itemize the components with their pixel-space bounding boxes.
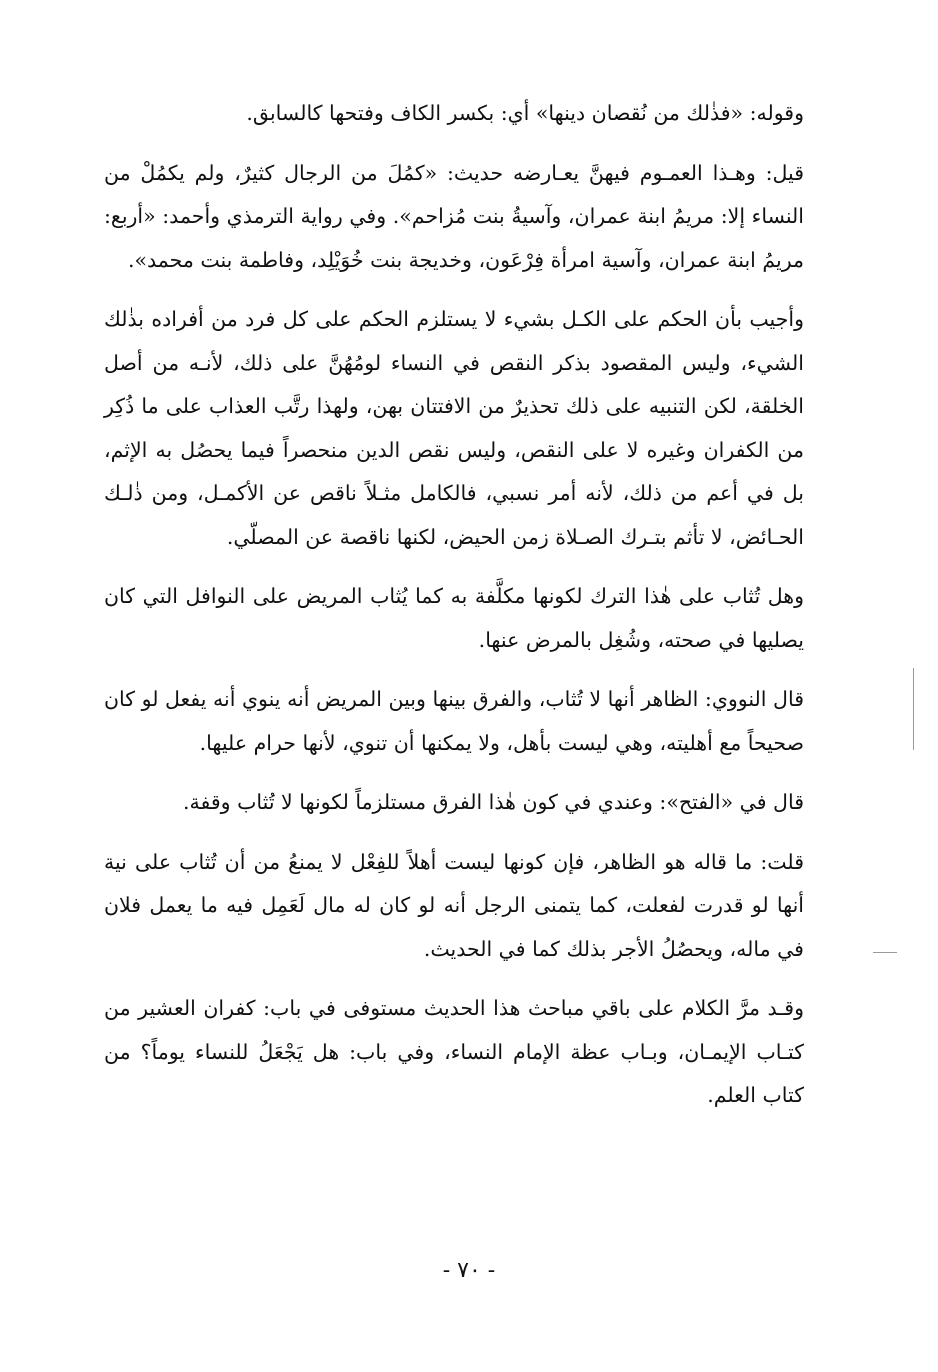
scan-mark-horizontal — [873, 952, 897, 953]
paragraph-8: وقـد مرَّ الكلام على باقي مباحث هذا الحديث مستوفى في باب: كفران العشير من كتـاب الإيمـان، وبـاب عظة الإمام النساء، وفي باب: هل يَجْعَلُ للنساء يوماً؟ من كتاب العلم. — [104, 996, 804, 1107]
paragraph-4: وهل تُثاب على هٰذا الترك لكونها مكلَّفة به كما يُثاب المريض على النوافل التي كان يصليها في صحته، وشُغِل بالمرض عنها. — [104, 584, 804, 652]
paragraph-2: قيل: وهـذا العمـوم فيهنَّ يعـارضه حديث: «كمُلَ من الرجال كثيرٌ، ولم يكمُلْ من النساء إلا: مريمُ ابنة عمران، وآسيةُ بنت مُزاحم». وفي رواية الترمذي وأحمد: «أربع: مريمُ ابنة عمران، وآسية امرأة فِرْعَون، وخديجة بنت خُوَيْلِد، وفاطمة بنت محمد». — [104, 160, 804, 272]
paragraph-6: قال في «الفتح»: وعندي في كون هٰذا الفرق مستلزماً لكونها لا تُثاب وقفة. — [183, 790, 804, 814]
paragraph-1: وقوله: «فذٰلك من نُقصان دينها» أي: بكسر الكاف وفتحها كالسابق. — [246, 101, 804, 125]
paragraph-3: وأجيب بأن الحكم على الكـل بشيء لا يستلزم الحكم على كل فرد من أفراده بذٰلك الشيء، وليس المقصود بذكر النقص في النساء لومُهُنَّ على ذلك، لأنـه من أصل الخلقة، لكن التنبيه على ذلك تحذيرٌ من الافتتان بهن، ولهذا رتَّب العذاب على ما ذُكِر من الكفران وغيره لا على النقص، وليس نقص الدين منحصراً فيما يحصُل به الإثم، بل في أعم من ذلك، لأنه أمر نسبي، فالكامل مثـلاً ناقص عن الأكمـل، ومن ذٰلـك الحـائض، لا تأثم بتـرك الصـلاة زمن الحيض، لكنها ناقصة عن المصلّي. — [104, 307, 804, 549]
page-number: - ٧٠ - — [442, 1258, 496, 1283]
page-body — [104, 92, 804, 1118]
scan-mark-vertical — [913, 668, 914, 750]
paragraph-5: قال النووي: الظاهر أنها لا تُثاب، والفرق بينها وبين المريض أنه ينوي أنه يفعل لو كان صحيحاً مع أهليته، وهي ليست بأهل، ولا يمكنها أن تنوي، لأنها حرام عليها. — [104, 687, 804, 755]
paragraph-7: قلت: ما قاله هو الظاهر، فإن كونها ليست أهلاً للفِعْل لا يمنعُ من أن تُثاب على نية أنها لو قدرت لفعلت، كما يتمنى الرجل أنه لو كان له مال لَعَمِل فيه ما يعمل فلان في ماله، ويحصُلُ الأجر بذلك كما في الحديث. — [104, 849, 804, 961]
